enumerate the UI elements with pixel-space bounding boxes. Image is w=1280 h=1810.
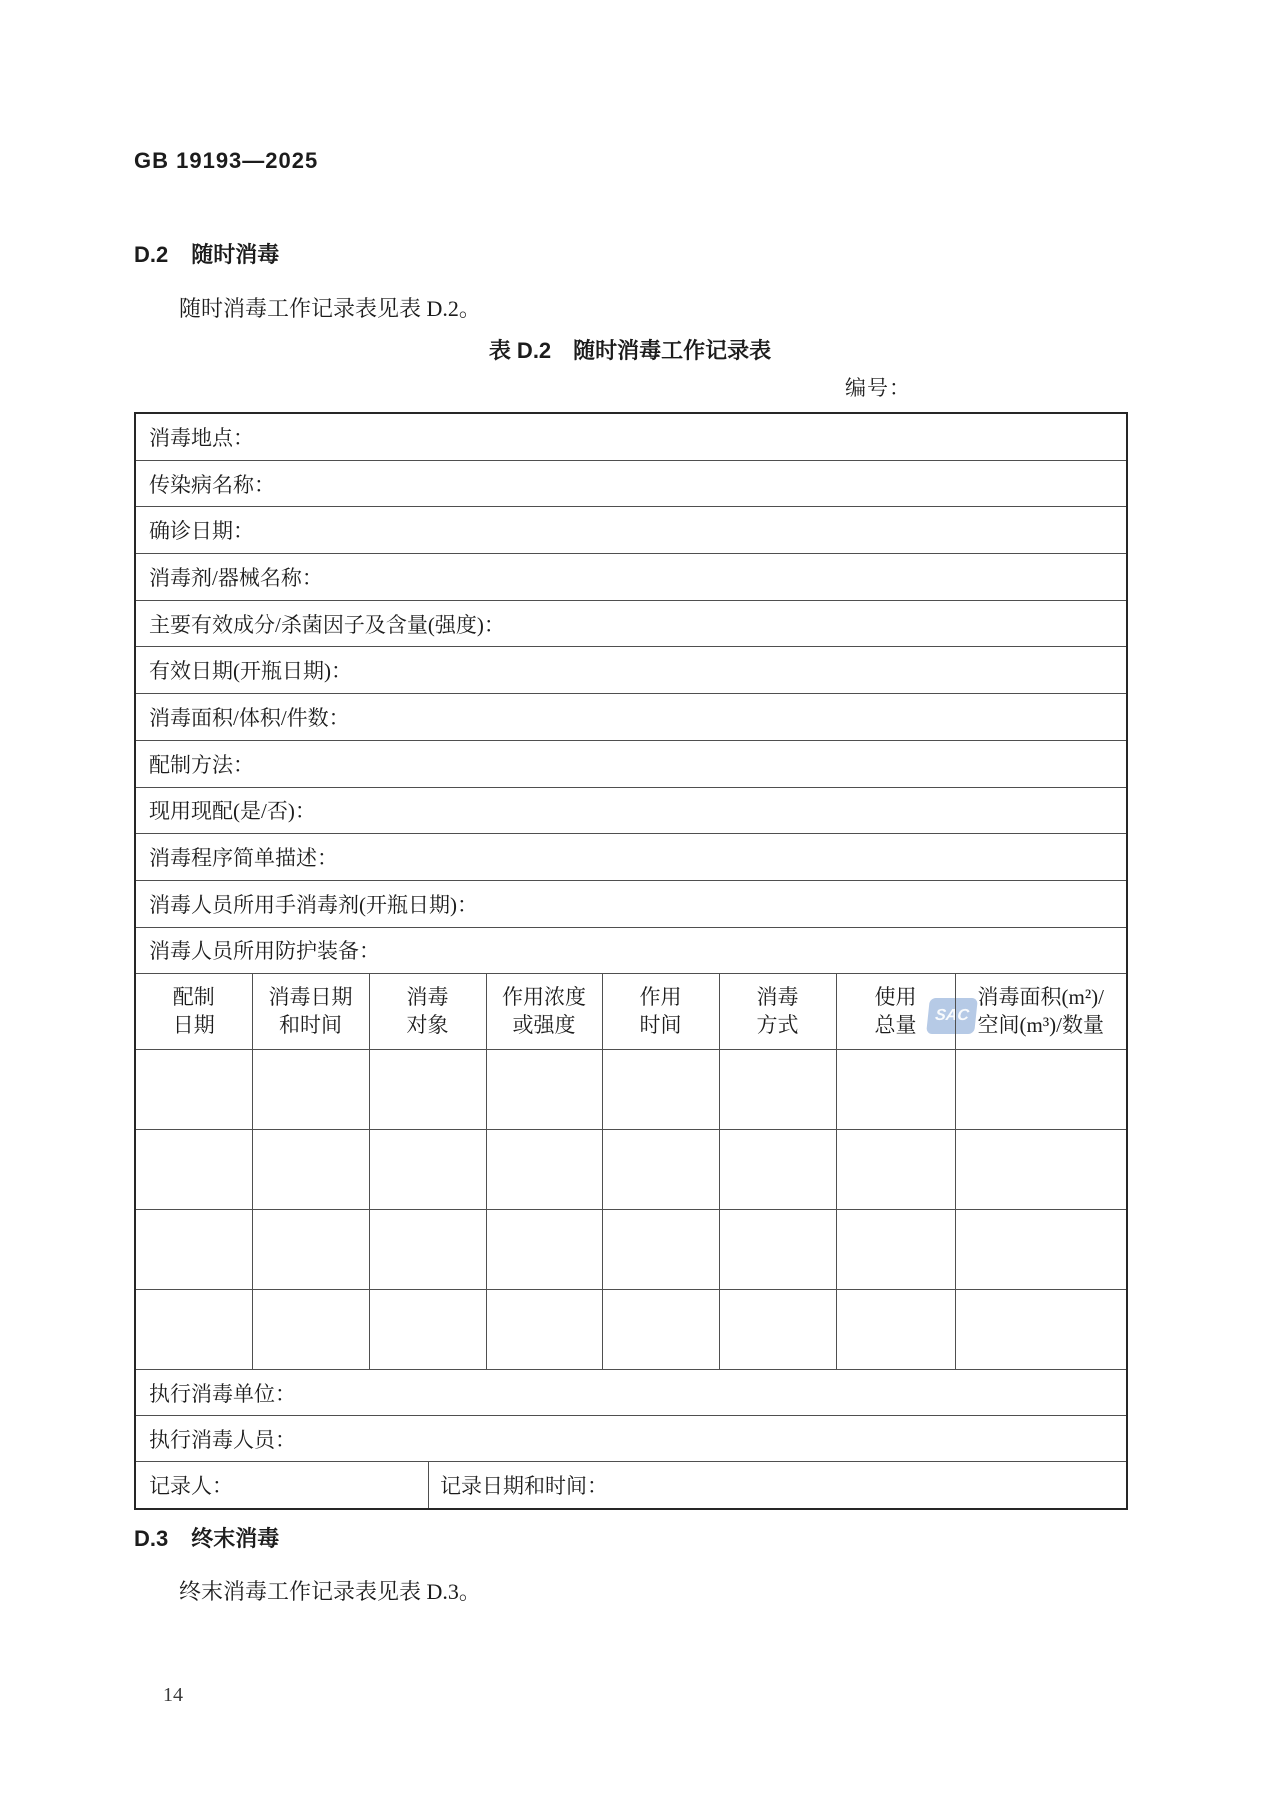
col-header-area-space-quantity: 消毒面积(m²)/ 空间(m³)/数量 bbox=[955, 974, 1127, 1050]
empty-cell bbox=[486, 1290, 602, 1370]
info-label: 传染病名称： bbox=[135, 460, 1127, 507]
col-header-concentration: 作用浓度 或强度 bbox=[486, 974, 602, 1050]
empty-data-row bbox=[135, 1050, 1127, 1130]
empty-cell bbox=[252, 1130, 369, 1210]
col-header-disinfection-datetime: 消毒日期 和时间 bbox=[252, 974, 369, 1050]
section-d2-number: D.2 bbox=[134, 242, 169, 267]
empty-cell bbox=[135, 1050, 252, 1130]
record-keeper-row bbox=[135, 1462, 1127, 1510]
empty-cell bbox=[719, 1050, 836, 1130]
table-caption: 表 D.2 随时消毒工作记录表 bbox=[488, 338, 772, 363]
empty-cell bbox=[135, 1210, 252, 1290]
info-row-fresh-preparation bbox=[135, 787, 1127, 834]
section-d3-title: 终末消毒 bbox=[191, 1526, 280, 1551]
empty-cell bbox=[369, 1130, 486, 1210]
info-row-hand-disinfectant bbox=[135, 880, 1127, 927]
footer-label: 执行消毒单位： bbox=[135, 1370, 1127, 1416]
empty-cell bbox=[135, 1290, 252, 1370]
info-row-location bbox=[135, 413, 1127, 460]
empty-cell bbox=[602, 1290, 719, 1370]
section-d3-body: 终末消毒工作记录表见表 D.3。 bbox=[179, 1579, 481, 1604]
empty-data-row bbox=[135, 1210, 1127, 1290]
info-label: 消毒面积/体积/件数： bbox=[135, 694, 1127, 741]
info-row-active-ingredient bbox=[135, 600, 1127, 647]
standard-number: GB 19193—2025 bbox=[134, 148, 319, 173]
info-row-disease bbox=[135, 460, 1127, 507]
empty-cell bbox=[955, 1050, 1127, 1130]
empty-cell bbox=[719, 1210, 836, 1290]
empty-cell bbox=[719, 1130, 836, 1210]
empty-cell bbox=[602, 1130, 719, 1210]
section-d2-body: 随时消毒工作记录表见表 D.2。 bbox=[179, 296, 481, 321]
empty-data-row bbox=[135, 1130, 1127, 1210]
info-row-area-volume bbox=[135, 694, 1127, 741]
empty-cell bbox=[369, 1050, 486, 1130]
sac-watermark-text: SAC bbox=[934, 1007, 970, 1024]
empty-cell bbox=[955, 1290, 1127, 1370]
serial-number-label: 编号： bbox=[845, 376, 911, 400]
empty-cell bbox=[486, 1050, 602, 1130]
info-label: 配制方法： bbox=[135, 740, 1127, 787]
empty-cell bbox=[836, 1050, 955, 1130]
section-d2-title: 随时消毒 bbox=[191, 242, 280, 267]
col-header-disinfection-method: 消毒 方式 bbox=[719, 974, 836, 1050]
empty-cell bbox=[369, 1210, 486, 1290]
info-label: 消毒程序简单描述： bbox=[135, 834, 1127, 881]
empty-cell bbox=[836, 1130, 955, 1210]
info-label: 有效日期(开瓶日期)： bbox=[135, 647, 1127, 694]
empty-cell bbox=[955, 1130, 1127, 1210]
info-row-protective-equipment bbox=[135, 927, 1127, 974]
empty-cell bbox=[135, 1130, 252, 1210]
info-row-disinfectant-name bbox=[135, 554, 1127, 601]
footer-row-unit bbox=[135, 1370, 1127, 1416]
disinfection-record-table bbox=[134, 412, 1128, 1510]
section-d3-number: D.3 bbox=[134, 1526, 169, 1551]
info-row-expiry-date bbox=[135, 647, 1127, 694]
record-keeper-cell bbox=[135, 1462, 1127, 1510]
section-d3-heading bbox=[134, 1522, 279, 1553]
col-header-total-usage: 使用 总量 bbox=[836, 974, 955, 1050]
empty-data-row bbox=[135, 1290, 1127, 1370]
empty-cell bbox=[836, 1210, 955, 1290]
empty-cell bbox=[369, 1290, 486, 1370]
empty-cell bbox=[602, 1210, 719, 1290]
info-label: 主要有效成分/杀菌因子及含量(强度)： bbox=[135, 600, 1127, 647]
column-header-row bbox=[135, 974, 1127, 1050]
col-header-preparation-date: 配制 日期 bbox=[135, 974, 252, 1050]
info-label: 消毒地点： bbox=[135, 413, 1127, 460]
recorder-label: 记录人： bbox=[136, 1462, 429, 1508]
info-label: 现用现配(是/否)： bbox=[135, 787, 1127, 834]
info-label: 消毒人员所用手消毒剂(开瓶日期)： bbox=[135, 880, 1127, 927]
info-row-preparation-method bbox=[135, 740, 1127, 787]
col-header-disinfection-object: 消毒 对象 bbox=[369, 974, 486, 1050]
empty-cell bbox=[486, 1130, 602, 1210]
info-label: 消毒剂/器械名称： bbox=[135, 554, 1127, 601]
info-row-procedure-description bbox=[135, 834, 1127, 881]
empty-cell bbox=[252, 1050, 369, 1130]
empty-cell bbox=[836, 1290, 955, 1370]
info-label: 消毒人员所用防护装备： bbox=[135, 927, 1127, 974]
section-d2-heading bbox=[134, 238, 279, 269]
footer-label: 执行消毒人员： bbox=[135, 1416, 1127, 1462]
info-row-diagnosis-date bbox=[135, 507, 1127, 554]
empty-cell bbox=[486, 1210, 602, 1290]
page-number: 14 bbox=[163, 1684, 183, 1706]
empty-cell bbox=[252, 1210, 369, 1290]
footer-row-personnel bbox=[135, 1416, 1127, 1462]
empty-cell bbox=[719, 1290, 836, 1370]
col-header-action-time: 作用 时间 bbox=[602, 974, 719, 1050]
empty-cell bbox=[955, 1210, 1127, 1290]
empty-cell bbox=[602, 1050, 719, 1130]
info-label: 确诊日期： bbox=[135, 507, 1127, 554]
empty-cell bbox=[252, 1290, 369, 1370]
record-datetime-label: 记录日期和时间： bbox=[440, 1474, 608, 1499]
